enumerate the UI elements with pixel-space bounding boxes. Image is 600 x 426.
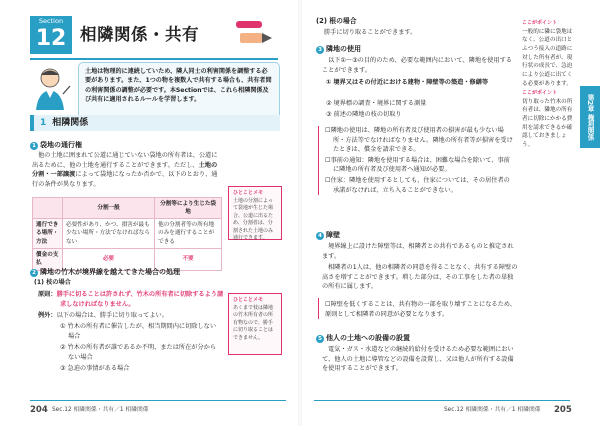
s4-paragraph-2: 相隣者の1人は、他の相隣者の同意を得ることなく、共有する障壁の高さを増すことができます。増した部分は、その工事をした者の単独の所有に属します。 <box>322 264 518 291</box>
s2-general-label: 原則： <box>38 291 57 298</box>
table-row <box>33 219 222 249</box>
table-cell: 必要性があり、かつ、損害が最も少ない場所・方法でなければならない <box>63 219 155 249</box>
s2-exception-text: 以下の場合は、勝手に切り取ってよい。 <box>56 312 168 319</box>
subsection-5-title: 他人の土地への設備の設置 <box>326 334 410 342</box>
s4-paragraph-1: 境界線上に設けた障壁等は、相隣者との共有であるものと推定されます。 <box>322 243 514 260</box>
table-row-label: 通行できる場所・方法 <box>33 219 63 249</box>
subsection-4 <box>316 230 340 241</box>
subsection-3 <box>316 44 361 55</box>
s2-general-text: 勝手に切ることは許されず、竹木の所有者に切除するよう請求しなければなりません。 <box>56 291 224 308</box>
subsection-1 <box>30 140 82 151</box>
table-cell: 他の分割者等の所有地のみを通行することができる <box>155 219 222 249</box>
usage-item <box>325 156 516 175</box>
gutter <box>298 0 302 426</box>
footer-rule-right <box>314 400 570 401</box>
page-number-left: 204 <box>30 405 48 415</box>
easement-table <box>32 197 222 271</box>
usage-item <box>325 176 516 195</box>
s1-paragraph <box>32 151 222 189</box>
table-header-empty <box>33 198 63 219</box>
s2-exception-label: 例外： <box>38 312 57 319</box>
s2-subheading: (1) 枝の場合 <box>34 279 71 286</box>
usage-box <box>318 126 516 195</box>
roots-heading: (2) 根の場合 <box>316 17 357 25</box>
table-header-divided: 分割等により生じた袋地 <box>155 198 222 219</box>
table-header-general: 分割一般 <box>63 198 155 219</box>
note-1-text: 土地の分割によって袋地が生じた場合、公道に出るため、分割者は、分割された土地のみ通行できます。 <box>233 197 274 241</box>
s2-general <box>38 290 224 309</box>
note-2 <box>228 293 282 355</box>
s1-text-2: によって袋地になったか否かで、以下のとおり、通行の条件が異なります。 <box>32 171 218 188</box>
footer-rule-left <box>30 400 286 401</box>
subsection-5 <box>316 333 410 344</box>
number-badge: 4 <box>316 232 324 240</box>
checkbox-icon: ☐ <box>325 301 331 308</box>
heading-1-number: 1 <box>40 118 47 128</box>
subsection-2 <box>30 267 180 278</box>
note-2-title: ひとことメモ <box>233 297 264 303</box>
pencil-icon <box>232 19 274 49</box>
s1-text-1: 他の土地に囲まれて公道に通じていない袋地の所有者は、公道に出るために、他の土地を通行することができます。ただし、 <box>32 152 218 169</box>
section-badge <box>30 16 72 54</box>
list-item: ② 竹木の所有者が誰であるか不明、または所在が分からない場合 <box>60 344 217 361</box>
usage-item <box>325 126 516 155</box>
number-badge: 5 <box>316 335 324 343</box>
memo-1 <box>522 20 574 88</box>
section-title: 相隣関係・共有 <box>80 25 199 44</box>
note-1 <box>228 186 282 240</box>
memo-2 <box>522 90 574 150</box>
footer-text-left: Sec.12 相隣関係・共有／1 相隣関係 <box>52 407 149 413</box>
s5-paragraph: 電気・ガス・水道などの継続的給付を受けるため必要な範囲において、他人の土地に導管などの設備を設置し、又は他人が所有する設備を使用することができます。 <box>322 346 514 373</box>
title-rule <box>30 58 278 60</box>
wall-box <box>318 298 516 319</box>
section-label: Section <box>38 17 64 25</box>
subsection-3-title: 隣地の使用 <box>326 45 361 53</box>
memo-2-text: 切り取った竹木の所有者は、隣地の所有者に切除にかかる費用を請求できるか確認しておきましょう。 <box>522 98 573 149</box>
memo-1-text: 一般的に隣に袋地はなく、公道の出口とふつう接入の道路に対した所有者が、現行状の成長で、急迫により公道に出てくる必要があります。 <box>522 28 573 87</box>
memo-1-title: ここがポイント <box>522 20 558 26</box>
number-badge: 1 <box>30 142 38 150</box>
checkbox-icon: ☐ <box>325 177 331 185</box>
table-cell: 不要 <box>155 249 222 270</box>
usage-item-text: 住家：隣地を使用するとしても、住家については、その居住者の承諾がなければ、立ち入ることができない。 <box>330 177 510 194</box>
wall-box-text: 障壁を低くすることは、共有物の一部を取り壊すことになるため、原則として相隣者の同意が必要となります。 <box>325 301 516 318</box>
usage-item-text: 隣地の使用は、隣地の所有者及び使用者の損害が最も少ない場所・方法等でなければなりません。隣地の所有者等が損害を受けたときは、償金を請求できる。 <box>330 127 513 154</box>
s3-paragraph: 以下①〜③の目的のため、必要な範囲内において、隣地を使用することができます。 <box>322 57 512 74</box>
chapter-tab: 第2章 権利関係 <box>580 86 600 148</box>
list-item: ③ 前述の隣地の枝の切取り <box>326 111 402 118</box>
page-number-right: 205 <box>554 405 572 415</box>
checkbox-icon: ☐ <box>325 127 331 134</box>
footer-text-right: Sec.12 相隣関係・共有／1 相隣関係 <box>444 407 541 413</box>
note-1-title: ひとことメモ <box>233 190 264 196</box>
table-row-label: 償金の支払 <box>33 249 63 270</box>
list-item: ① 境界又はその付近における建物・障壁等の築造・修繕等 <box>326 79 489 86</box>
intro-box: 土地は物理的に連続していため、隣人同士の利害関係を調整する必要があります。また、1つの物を複数人で共有する場合も、共有者間の利害関係の調整が必要です。本Sectionでは、これら相隣関係及び共有に適用されるルールを学習します。 <box>78 62 280 122</box>
s1-bold: 土地の分割・一部譲渡 <box>32 161 218 179</box>
memo-2-title: ここがポイント <box>522 90 558 96</box>
heading-1 <box>30 115 280 131</box>
section-number: 12 <box>35 26 67 51</box>
usage-item-text: 事前の通知：隣地を使用する場合は、困難な場合を除いて、事前に隣地の所有者及び使用者へ通知が必要。 <box>330 156 510 174</box>
list-item: ② 境界標の調査・境界に関する測量 <box>326 100 427 107</box>
subsection-2-title: 隣地の竹木が境界線を越えてきた場合の処理 <box>40 268 180 276</box>
teacher-illustration <box>30 64 72 110</box>
subsection-4-title: 障壁 <box>326 231 340 239</box>
list-item: ③ 急迫の事情がある場合 <box>60 365 130 372</box>
number-badge: 3 <box>316 46 324 54</box>
roots-text: 勝手に切り取ることができます。 <box>324 29 417 36</box>
number-badge: 2 <box>30 269 38 277</box>
subsection-1-title: 袋地の通行権 <box>40 141 82 149</box>
checkbox-icon: ☐ <box>325 156 331 164</box>
note-2-text: あくまで枝は隣地の竹木所有者の所有物なので、勝手に切り取ることはできません。 <box>233 304 274 341</box>
heading-1-label: 相隣関係 <box>52 118 89 128</box>
table-cell: 必要 <box>63 249 155 270</box>
s2-exception <box>38 311 224 321</box>
list-item: ① 竹木の所有者に催告したが、相当期間内に切除しない場合 <box>60 323 217 340</box>
